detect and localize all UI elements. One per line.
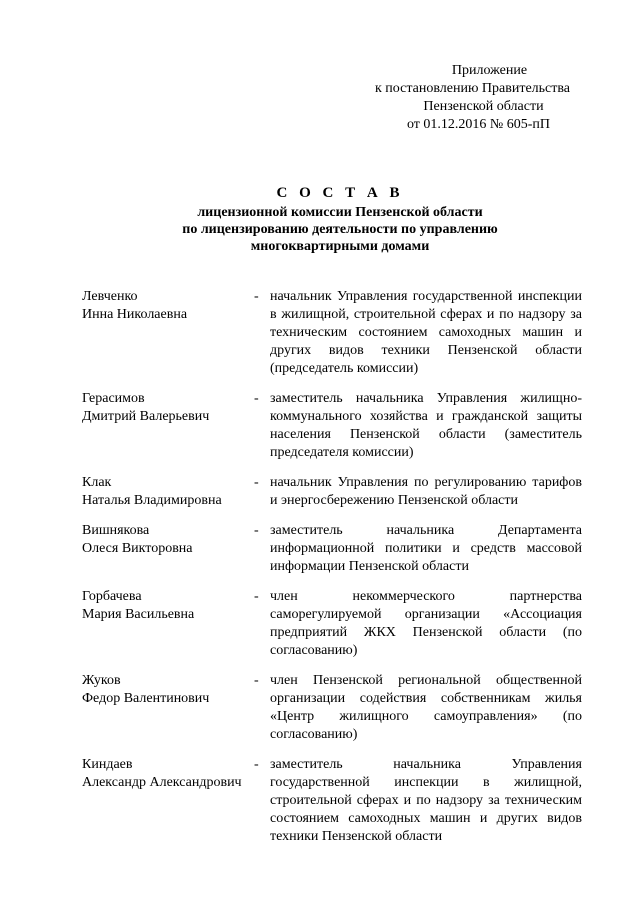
member-name: [82, 588, 254, 660]
member-given-name: Александр Александрович: [82, 775, 242, 790]
member-given-name: Олеся Викторовна: [82, 541, 193, 556]
member-surname: Жуков: [82, 673, 121, 688]
member-dash: -: [254, 589, 259, 604]
member-row: [82, 588, 582, 660]
member-given-name: Наталья Владимировна: [82, 493, 222, 508]
member-given-name: Мария Васильевна: [82, 607, 195, 622]
member-role: член Пензенской региональной общественной организации содействия собственникам жилья «Центр жилищного самоуправления» (по согласованию): [270, 673, 582, 742]
appendix-note: [350, 62, 595, 134]
member-dash: -: [254, 757, 259, 772]
member-role: член некоммерческого партнерства саморегулируемой организации «Ассоциация предприятий ЖКХ Пензенской области (по согласованию): [270, 589, 582, 658]
member-name: [82, 522, 254, 576]
appendix-line-3: Пензенской области: [423, 99, 544, 114]
member-surname: Герасимов: [82, 391, 145, 406]
heading-line-1: лицензионной комиссии Пензенской области: [197, 205, 483, 220]
member-dash: -: [254, 289, 259, 304]
member-row: [82, 672, 582, 744]
heading-line-3: многоквартирными домами: [250, 239, 430, 254]
member-role: заместитель начальника Управления жилищно-коммунального хозяйства и гражданской защиты населения Пензенской области (заместитель председателя комиссии): [270, 391, 582, 460]
member-dash: -: [254, 523, 259, 538]
member-dash: -: [254, 673, 259, 688]
document-title: С О С Т А В: [276, 185, 404, 201]
member-row: [82, 390, 582, 462]
appendix-line-2: к постановлению Правительства: [374, 81, 571, 96]
member-surname: Вишнякова: [82, 523, 150, 538]
member-given-name: Дмитрий Валерьевич: [82, 409, 210, 424]
appendix-line-4: от 01.12.2016 № 605-пП: [406, 117, 551, 132]
member-role: начальник Управления по регулированию тарифов и энергосбережению Пензенской области: [270, 475, 582, 508]
member-surname: Горбачева: [82, 589, 142, 604]
document-heading: [100, 183, 580, 255]
appendix-line-1: Приложение: [451, 63, 528, 78]
member-row: [82, 288, 582, 378]
member-role: начальник Управления государственной инспекции в жилищной, строительной сферах и по надзору за техническим состоянием самоходных машин и других видов техники Пензенской области (председатель комиссии): [270, 289, 582, 376]
member-row: [82, 474, 582, 510]
member-name: [82, 390, 254, 462]
member-row: [82, 756, 582, 846]
member-name: [82, 672, 254, 744]
member-surname: Клак: [82, 475, 112, 490]
member-surname: Киндаев: [82, 757, 133, 772]
member-role: заместитель начальника Управления государственной инспекции в жилищной, строительной сферах и по надзору за техническим состоянием самоходных машин и других видов техники Пензенской области: [270, 757, 582, 844]
member-row: [82, 522, 582, 576]
member-name: [82, 756, 254, 846]
member-name: [82, 288, 254, 378]
member-name: [82, 474, 254, 510]
member-dash: -: [254, 391, 259, 406]
member-given-name: Инна Николаевна: [82, 307, 188, 322]
member-given-name: Федор Валентинович: [82, 691, 210, 706]
member-role: заместитель начальника Департамента информационной политики и средств массовой информации Пензенской области: [270, 523, 582, 574]
member-dash: -: [254, 475, 259, 490]
heading-line-2: по лицензированию деятельности по управлению: [182, 222, 498, 237]
member-surname: Левченко: [82, 289, 138, 304]
members-list: [82, 288, 582, 858]
